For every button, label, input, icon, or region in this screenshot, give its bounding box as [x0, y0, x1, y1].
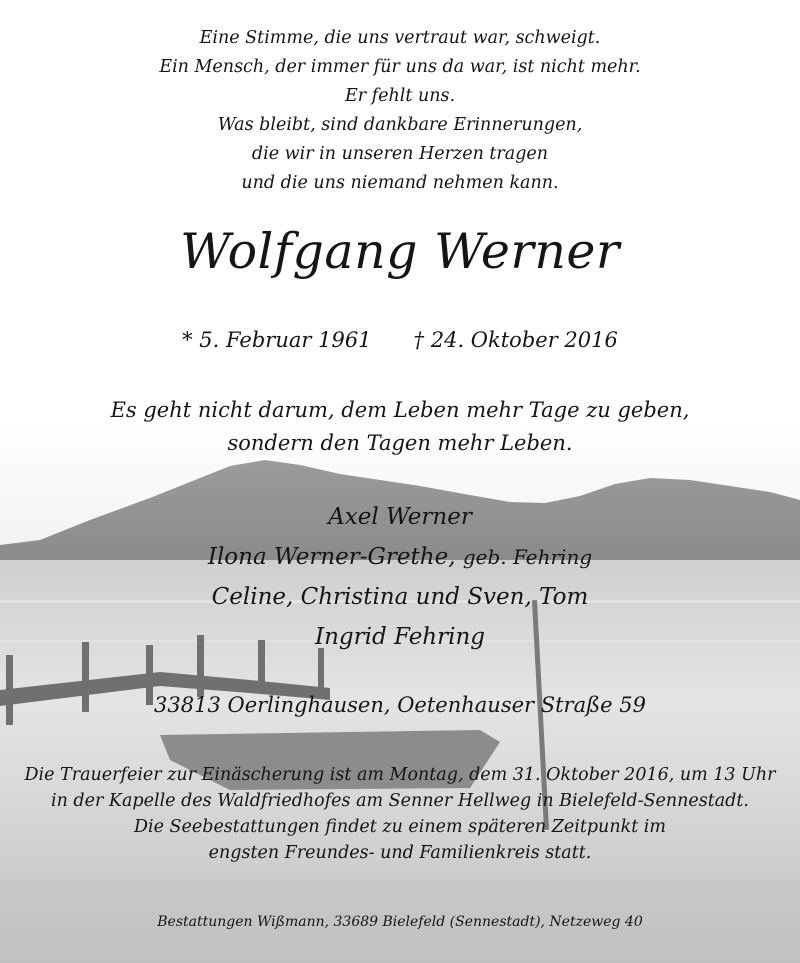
poem-line: die wir in unseren Herzen tragen: [251, 144, 549, 164]
poem-line: Was bleibt, sind dankbare Erinnerungen,: [217, 115, 583, 135]
deceased-name: Wolfgang Werner: [180, 223, 620, 280]
death-date: † 24. Oktober 2016: [413, 328, 618, 352]
quote-line: Es geht nicht darum, dem Leben mehr Tage zu geben,: [110, 398, 690, 422]
mourner-name: Axel Werner: [328, 504, 472, 530]
mourners-list: [0, 497, 800, 657]
maiden-name-note: geb. Fehring: [462, 545, 593, 569]
poem-line: Er fehlt uns.: [344, 86, 456, 106]
opening-poem: [0, 24, 800, 198]
ceremony-line: Die Trauerfeier zur Einäscherung ist am Montag, dem 31. Oktober 2016, um 13 Uhr: [24, 765, 776, 785]
memorial-quote: [0, 394, 800, 460]
funeral-home-footer: Bestattungen Wißmann, 33689 Bielefeld (Sennestadt), Netzeweg 40: [157, 914, 643, 930]
life-dates: [0, 325, 800, 355]
ceremony-line: in der Kapelle des Waldfriedhofes am Senner Hellweg in Bielefeld-Sennestadt.: [51, 791, 749, 811]
poem-line: Eine Stimme, die uns vertraut war, schweigt.: [199, 28, 601, 48]
quote-line: sondern den Tagen mehr Leben.: [227, 431, 573, 455]
ceremony-line: engsten Freundes- und Familienkreis statt.: [208, 843, 592, 863]
birth-date: * 5. Februar 1961: [182, 328, 372, 352]
poem-line: Ein Mensch, der immer für uns da war, ist nicht mehr.: [159, 57, 641, 77]
family-address: 33813 Oerlinghausen, Oetenhauser Straße 59: [154, 693, 646, 717]
mourner-name-text: Ilona Werner-Grethe,: [207, 544, 456, 570]
poem-line: und die uns niemand nehmen kann.: [241, 173, 559, 193]
ceremony-details: [0, 762, 800, 866]
mourner-name: [0, 537, 800, 577]
mourner-name: Celine, Christina und Sven, Tom: [211, 584, 589, 610]
mourner-name: Ingrid Fehring: [314, 624, 486, 650]
ceremony-line: Die Seebestattungen findet zu einem späteren Zeitpunkt im: [134, 817, 666, 837]
